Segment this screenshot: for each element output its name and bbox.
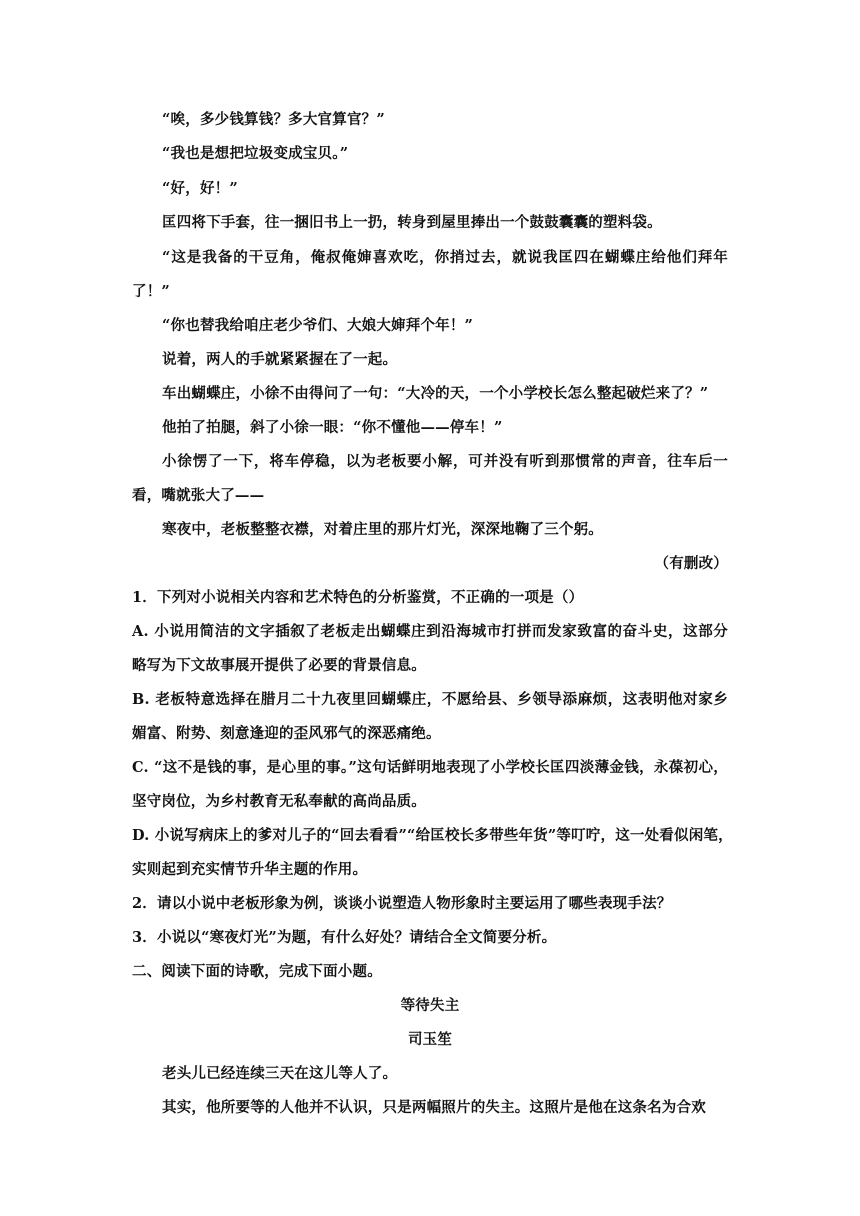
story-paragraph: “这是我备的干豆角，俺叔俺婶喜欢吃，你捎过去，就说我匡四在蝴蝶庄给他们拜年 [162,249,728,266]
poem-author: 司玉笙 [407,1031,453,1048]
story-paragraph: 说着，两人的手就紧紧握在了一起。 [162,351,398,368]
section-2-paragraph: 老头儿已经连续三天在这儿等人了。 [162,1065,398,1082]
option-b: B. 老板特意选择在腊月二十九夜里回蝴蝶庄，不愿给县、乡领导添麻烦，这表明他对家乡 [132,691,728,708]
option-d: D. 小说写病床上的爹对儿子的“回去看看”“给匡校长多带些年货”等叮咛，这一处看似闲笔， [132,827,733,844]
story-paragraph: 他拍了拍腿，斜了小徐一眼：“你不懂他——停车！” [162,419,503,436]
question-2: 2．请以小说中老板形象为例，谈谈小说塑造人物形象时主要运用了哪些表现手法？ [132,895,672,912]
story-paragraph: 寒夜中，老板整整衣襟，对着庄里的那片灯光，深深地鞠了三个躬。 [162,521,603,538]
story-paragraph-continuation: 看，嘴就张大了—— [132,487,265,504]
option-b-continuation: 媚富、附势、刻意逢迎的歪风邪气的深恶痛绝。 [132,725,441,742]
option-c-continuation: 坚守岗位，为乡村教育无私奉献的高尚品质。 [132,793,426,810]
section-2-paragraph: 其实，他所要等的人他并不认识，只是两幅照片的失主。这照片是他在这条名为合欢 [162,1099,706,1116]
story-paragraph: “你也替我给咱庄老少爷们、大娘大婶拜个年！” [162,317,474,334]
option-c: C. “这不是钱的事，是心里的事。”这句话鲜明地表现了小学校长匡四淡薄金钱，永葆初心， [132,759,728,776]
question-1: 1．下列对小说相关内容和艺术特色的分析鉴赏，不正确的一项是（） [132,589,584,606]
option-a: A. 小说用简洁的文字插叙了老板走出蝴蝶庄到沿海城市打拼而发家致富的奋斗史，这部分 [132,623,728,640]
story-paragraph: 匡四将下手套，往一捆旧书上一扔，转身到屋里捧出一个鼓鼓囊囊的塑料袋。 [162,214,662,231]
story-paragraph: 小徐愣了一下，将车停稳，以为老板要小解，可并没有听到那惯常的声音，往车后一 [162,453,728,470]
option-a-continuation: 略写为下文故事展开提供了必要的背景信息。 [132,657,426,674]
story-paragraph: “唉，多少钱算钱？多大官算官？” [162,111,385,128]
story-paragraph-continuation: 了！” [132,283,170,300]
question-3: 3．小说以“寒夜灯光”为题，有什么好处？请结合全文简要分析。 [132,929,557,946]
edited-note: （有删改） [654,555,728,572]
story-paragraph: “我也是想把垃圾变成宝贝。” [162,145,349,162]
story-paragraph: “好，好！” [162,180,238,197]
section-2-heading: 二、阅读下面的诗歌，完成下面小题。 [132,963,382,980]
poem-title: 等待失主 [400,997,460,1014]
story-paragraph: 车出蝴蝶庄，小徐不由得问了一句：“大冷的天，一个小学校长怎么整起破烂来了？” [162,385,709,402]
option-d-continuation: 实则起到充实情节升华主题的作用。 [132,861,368,878]
